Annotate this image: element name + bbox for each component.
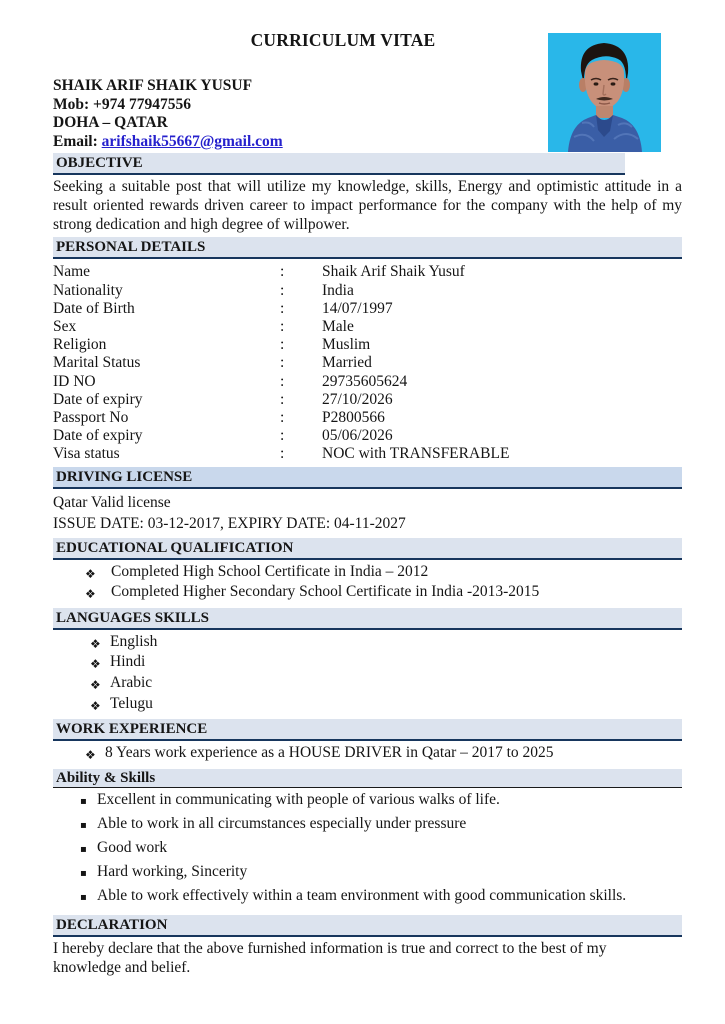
- table-row: [53, 445, 682, 463]
- row-colon: :: [280, 263, 285, 281]
- table-row: [53, 300, 682, 318]
- driving-license-details: [53, 489, 682, 536]
- row-label: Marital Status: [53, 354, 141, 372]
- email-link[interactable]: arifshaik55667@gmail.com: [101, 132, 283, 150]
- table-row: [53, 318, 682, 336]
- row-colon: :: [280, 427, 285, 445]
- personal-details-table: [53, 259, 682, 464]
- row-value: 14/07/1997: [322, 299, 393, 317]
- row-value: Married: [322, 354, 372, 372]
- license-line: ISSUE DATE: 03-12-2017, EXPIRY DATE: 04-11-2027: [53, 514, 406, 532]
- list-item: [80, 863, 682, 884]
- page-title: CURRICULUM VITAE: [250, 30, 436, 50]
- diamond-bullet-icon: ❖: [90, 698, 101, 713]
- list-item: [90, 653, 682, 674]
- row-label: Visa status: [53, 445, 120, 463]
- list-item: [90, 674, 682, 695]
- declaration-text: I hereby declare that the above furnished information is true and correct to the best of my knowledge and belief.: [53, 940, 607, 977]
- row-label: Nationality: [53, 281, 123, 299]
- ability-skills-list: [80, 788, 682, 913]
- diamond-bullet-icon: ❖: [90, 636, 101, 651]
- work-experience-item: 8 Years work experience as a HOUSE DRIVER in Qatar – 2017 to 2025: [105, 744, 554, 762]
- list-item: [80, 839, 682, 860]
- row-colon: :: [280, 409, 285, 426]
- row-label: Passport No: [53, 409, 129, 426]
- table-row: [53, 354, 682, 372]
- list-item: [85, 583, 682, 604]
- row-colon: :: [280, 354, 285, 372]
- square-bullet-icon: ▪: [80, 843, 87, 855]
- square-bullet-icon: ▪: [80, 868, 87, 880]
- row-colon: :: [280, 299, 285, 317]
- list-item: [80, 815, 682, 836]
- language-item: Arabic: [110, 673, 153, 691]
- row-colon: :: [280, 372, 285, 390]
- row-colon: :: [280, 317, 285, 335]
- section-header-ability-skills: Ability & Skills: [53, 769, 682, 788]
- email-label: Email:: [53, 132, 102, 150]
- table-row: [53, 373, 682, 391]
- education-list: [85, 560, 682, 606]
- language-item: Telugu: [110, 694, 153, 712]
- section-header-languages: LANGUAGES SKILLS: [53, 608, 682, 630]
- row-value: Shaik Arif Shaik Yusuf: [322, 263, 465, 281]
- email-line: [53, 133, 682, 152]
- row-label: Sex: [53, 317, 77, 335]
- license-line: Qatar Valid license: [53, 493, 171, 511]
- list-item: [85, 744, 682, 765]
- mobile-line: Mob: +974 77947556: [53, 95, 191, 113]
- skill-item: Good work: [97, 838, 168, 856]
- table-row: [53, 391, 682, 409]
- row-colon: :: [280, 445, 285, 463]
- section-header-objective: OBJECTIVE: [53, 153, 625, 175]
- education-item: Completed Higher Secondary School Certificate in India -2013-2015: [111, 583, 540, 601]
- row-value: India: [322, 281, 354, 299]
- section-header-work-experience: WORK EXPERIENCE: [53, 719, 682, 741]
- row-label: Religion: [53, 336, 107, 354]
- row-value: Male: [322, 317, 354, 335]
- section-header-driving-license: DRIVING LICENSE: [53, 467, 682, 489]
- row-label: Date of expiry: [53, 390, 143, 408]
- languages-list: [90, 630, 682, 717]
- table-row: [53, 409, 682, 427]
- section-header-declaration: DECLARATION: [53, 915, 682, 937]
- square-bullet-icon: ▪: [80, 819, 87, 831]
- list-item: [90, 695, 682, 716]
- skill-item: Able to work effectively within a team environment with good communication skills.: [97, 887, 627, 905]
- row-value: P2800566: [322, 409, 385, 426]
- table-row: [53, 263, 682, 281]
- list-item: [80, 887, 682, 908]
- diamond-bullet-icon: ❖: [90, 657, 101, 672]
- row-value: Muslim: [322, 336, 371, 354]
- applicant-name: SHAIK ARIF SHAIK YUSUF: [53, 77, 253, 94]
- diamond-bullet-icon: ❖: [85, 566, 96, 581]
- diamond-bullet-icon: ❖: [90, 677, 101, 692]
- list-item: [90, 633, 682, 654]
- row-colon: :: [280, 390, 285, 408]
- language-item: Hindi: [110, 653, 146, 671]
- skill-item: Excellent in communicating with people of various walks of life.: [97, 790, 500, 808]
- row-colon: :: [280, 336, 285, 354]
- language-item: English: [110, 632, 158, 650]
- education-item: Completed High School Certificate in India – 2012: [111, 562, 429, 580]
- table-row: [53, 336, 682, 354]
- row-label: ID NO: [53, 372, 96, 390]
- diamond-bullet-icon: ❖: [85, 587, 96, 602]
- skill-item: Able to work in all circumstances especially under pressure: [97, 814, 467, 832]
- work-experience-list: [85, 741, 682, 767]
- row-value: 05/06/2026: [322, 427, 393, 445]
- section-header-personal-details: PERSONAL DETAILS: [53, 237, 682, 259]
- row-value: NOC with TRANSFERABLE: [322, 445, 510, 463]
- objective-text: Seeking a suitable post that will utilize my knowledge, skills, Energy and optimistic attitude in a result oriented rewards driven career to impact performance for the company with the help of my strong dedication and high degree of willpower.: [53, 178, 682, 234]
- diamond-bullet-icon: ❖: [85, 748, 96, 763]
- list-item: [80, 791, 682, 812]
- square-bullet-icon: ▪: [80, 892, 87, 904]
- skill-item: Hard working, Sincerity: [97, 863, 248, 881]
- square-bullet-icon: ▪: [80, 795, 87, 807]
- row-value: 27/10/2026: [322, 390, 393, 408]
- table-row: [53, 282, 682, 300]
- contact-block: [53, 77, 682, 151]
- row-value: 29735605624: [322, 372, 408, 390]
- location-line: DOHA – QATAR: [53, 114, 168, 132]
- row-colon: :: [280, 281, 285, 299]
- section-header-education: EDUCATIONAL QUALIFICATION: [53, 538, 682, 560]
- row-label: Date of Birth: [53, 299, 135, 317]
- table-row: [53, 427, 682, 445]
- row-label: Name: [53, 263, 91, 281]
- list-item: [85, 563, 682, 584]
- row-label: Date of expiry: [53, 427, 143, 445]
